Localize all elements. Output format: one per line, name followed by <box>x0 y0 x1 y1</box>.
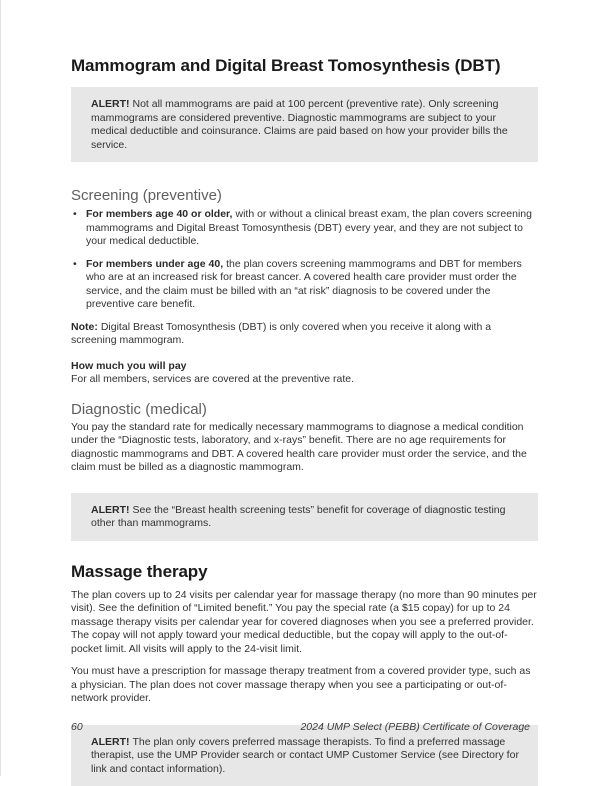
list-item-age-40-or-older <box>71 208 538 249</box>
alert-text: The plan only covers preferred massage therapists. To find a preferred massage therapist, use the UMP Provider search or contact UMP Customer Service (see Directory for link and contact information). <box>91 736 519 775</box>
alert-box-mammogram-rate <box>71 87 538 162</box>
alert-text: Not all mammograms are paid at 100 percent (preventive rate). Only screening mammograms are considered preventive. Diagnostic mammograms are subject to your medical deductible and coinsurance. Claims are paid based on how your provider bills the service. <box>91 98 508 151</box>
screening-bullet-list <box>71 208 538 312</box>
how-much-you-pay-text: For all members, services are covered at the preventive rate. <box>71 373 538 387</box>
note-text: Digital Breast Tomosynthesis (DBT) is only covered when you receive it along with a screening mammogram. <box>71 321 491 347</box>
alert-label: ALERT! <box>91 504 130 516</box>
alert-text: See the “Breast health screening tests” benefit for coverage of diagnostic testing other than mammograms. <box>91 504 505 530</box>
alert-label: ALERT! <box>91 736 130 748</box>
how-much-you-pay-heading: How much you will pay <box>71 360 538 374</box>
list-item-under-age-40 <box>71 258 538 312</box>
massage-paragraph-coverage: The plan covers up to 24 visits per calendar year for massage therapy (no more than 90 minutes per visit). See the definition of “Limited benefit.” You pay the special rate (a $15 copay) for up to 24 massage therapy visits per calendar year for covered diagnoses when you see a preferred provider. The copay will not apply toward your medical deductible, but the copay will apply to the out-of-pocket limit. All visits will apply to the 24-visit limit. <box>71 589 538 657</box>
page-footer <box>71 721 530 733</box>
note-paragraph <box>71 321 538 348</box>
alert-box-breast-health-screening <box>71 493 538 541</box>
section-heading-screening-preventive: Screening (preventive) <box>71 186 538 205</box>
bullet-bold-text: For members under age 40, <box>86 258 223 270</box>
section-title-massage-therapy: Massage therapy <box>71 561 538 583</box>
bullet-bold-text: For members age 40 or older, <box>86 208 232 220</box>
note-label: Note: <box>71 321 98 333</box>
page-title: Mammogram and Digital Breast Tomosynthesis (DBT) <box>71 55 538 77</box>
bullet-text: the plan covers screening mammograms and DBT for members who are at an increased risk for breast cancer. A covered health care provider must order the service, and the claim must be billed with an “at risk” diagnosis to be covered under the preventive care benefit. <box>86 258 522 311</box>
section-heading-diagnostic-medical: Diagnostic (medical) <box>71 400 538 419</box>
diagnostic-paragraph: You pay the standard rate for medically necessary mammograms to diagnose a medical condition under the “Diagnostic tests, laboratory, and x-rays” benefit. There are no age requirements for diagnostic mammograms and DBT. A covered health care provider must order the service, and the claim must be billed as a diagnostic mammogram. <box>71 421 538 475</box>
bullet-text: with or without a clinical breast exam, the plan covers screening mammograms and Digital Breast Tomosynthesis (DBT) every year, and they are not subject to your medical deductible. <box>86 208 532 247</box>
alert-label: ALERT! <box>91 98 130 110</box>
footer-page-number: 60 <box>71 721 83 733</box>
alert-box-preferred-massage-therapists <box>71 725 538 786</box>
footer-doc-title: 2024 UMP Select (PEBB) Certificate of Coverage <box>300 721 530 733</box>
page-content <box>1 0 600 786</box>
massage-paragraph-prescription: You must have a prescription for massage therapy treatment from a covered provider type, such as a physician. The plan does not cover massage therapy when you see a participating or out-of-network provider. <box>71 665 538 706</box>
